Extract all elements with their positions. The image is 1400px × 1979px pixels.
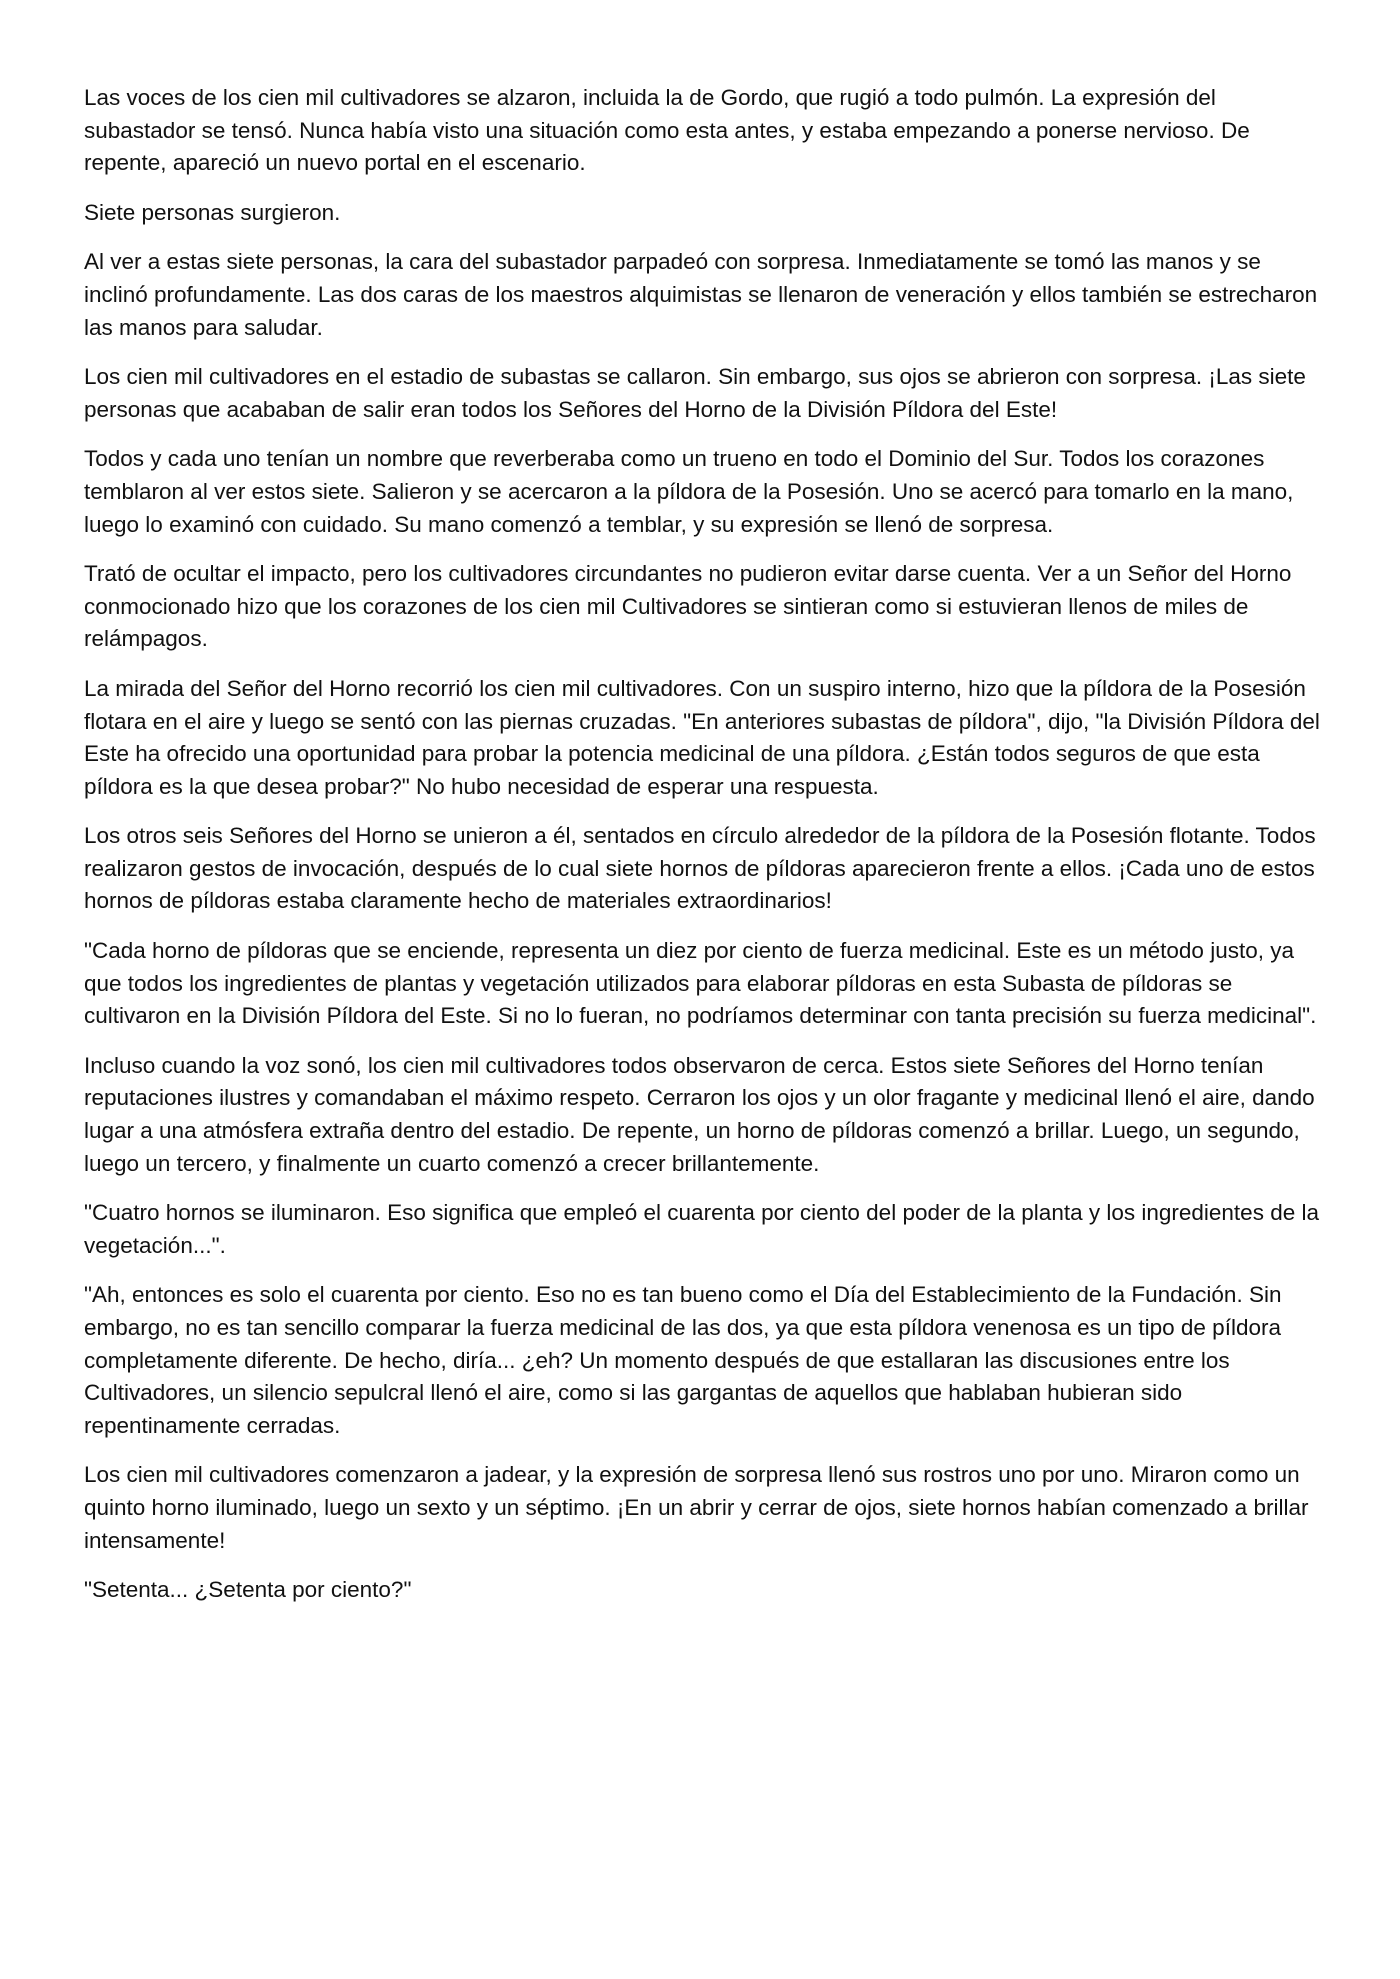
paragraph-13: Los cien mil cultivadores comenzaron a jadear, y la expresión de sorpresa llenó sus rostros uno por uno. Miraron como un quinto horno iluminado, luego un sexto y un séptimo. ¡En un abrir y cerrar de ojos, siete hornos habían comenzado a brillar intensamente! — [84, 1462, 1309, 1553]
paragraph-14: "Setenta... ¿Setenta por ciento?" — [84, 1577, 412, 1603]
document-body — [84, 82, 1324, 1624]
paragraph-11: "Cuatro hornos se iluminaron. Eso significa que empleó el cuarenta por ciento del poder de la planta y los ingredientes de la vegetación...". — [84, 1200, 1319, 1258]
paragraph-10: Incluso cuando la voz sonó, los cien mil cultivadores todos observaron de cerca. Estos siete Señores del Horno tenían reputaciones ilustres y comandaban el máximo respeto. Cerraron los ojos y un olor fragante y medicinal llenó el aire, dando lugar a una atmósfera extraña dentro del estadio. De repente, un horno de píldoras comenzó a brillar. Luego, un segundo, luego un tercero, y finalmente un cuarto comenzó a crecer brillantemente. — [84, 1052, 1315, 1176]
paragraph-8: Los otros seis Señores del Horno se unieron a él, sentados en círculo alrededor de la píldora de la Posesión flotante. Todos realizaron gestos de invocación, después de lo cual siete hornos de píldoras aparecieron frente a ellos. ¡Cada uno de estos hornos de píldoras estaba claramente hecho de materiales extraordinarios! — [84, 823, 1316, 914]
paragraph-1: Las voces de los cien mil cultivadores se alzaron, incluida la de Gordo, que rugió a todo pulmón. La expresión del subastador se tensó. Nunca había visto una situación como esta antes, y estaba empezando a ponerse nervioso. De repente, apareció un nuevo portal en el escenario. — [84, 85, 1250, 176]
paragraph-5: Todos y cada uno tenían un nombre que reverberaba como un trueno en todo el Dominio del Sur. Todos los corazones temblaron al ver estos siete. Salieron y se acercaron a la píldora de la Posesión. Uno se acercó para tomarlo en la mano, luego lo examinó con cuidado. Su mano comenzó a temblar, y su expresión se llenó de sorpresa. — [84, 446, 1294, 537]
paragraph-2: Siete personas surgieron. — [84, 199, 341, 225]
paragraph-3: Al ver a estas siete personas, la cara del subastador parpadeó con sorpresa. Inmediatamente se tomó las manos y se inclinó profundamente. Las dos caras de los maestros alquimistas se llenaron de veneración y ellos también se estrecharon las manos para saludar. — [84, 249, 1318, 340]
paragraph-7: La mirada del Señor del Horno recorrió los cien mil cultivadores. Con un suspiro interno, hizo que la píldora de la Posesión flotara en el aire y luego se sentó con las piernas cruzadas. "En anteriores subastas de píldora", dijo, "la División Píldora del Este ha ofrecido una oportunidad para probar la potencia medicinal de una píldora. ¿Están todos seguros de que esta píldora es la que desea probar?" No hubo necesidad de esperar una respuesta. — [84, 675, 1320, 799]
paragraph-4: Los cien mil cultivadores en el estadio de subastas se callaron. Sin embargo, sus ojos se abrieron con sorpresa. ¡Las siete personas que acababan de salir eran todos los Señores del Horno de la División Píldora del Este! — [84, 364, 1306, 422]
paragraph-9: "Cada horno de píldoras que se enciende, representa un diez por ciento de fuerza medicinal. Este es un método justo, ya que todos los ingredientes de plantas y vegetación utilizados para elaborar píldoras en esta Subasta de píldoras se cultivaron en la División Píldora del Este. Si no lo fueran, no podríamos determinar con tanta precisión su fuerza medicinal". — [84, 938, 1317, 1029]
paragraph-6: Trató de ocultar el impacto, pero los cultivadores circundantes no pudieron evitar darse cuenta. Ver a un Señor del Horno conmocionado hizo que los corazones de los cien mil Cultivadores se sintieran como si estuvieran llenos de miles de relámpagos. — [84, 561, 1292, 652]
paragraph-12: "Ah, entonces es solo el cuarenta por ciento. Eso no es tan bueno como el Día del Establecimiento de la Fundación. Sin embargo, no es tan sencillo comparar la fuerza medicinal de las dos, ya que esta píldora venenosa es un tipo de píldora completamente diferente. De hecho, diría... ¿eh? Un momento después de que estallaran las discusiones entre los Cultivadores, un silencio sepulcral llenó el aire, como si las gargantas de aquellos que hablaban hubieran sido repentinamente cerradas. — [84, 1282, 1282, 1438]
